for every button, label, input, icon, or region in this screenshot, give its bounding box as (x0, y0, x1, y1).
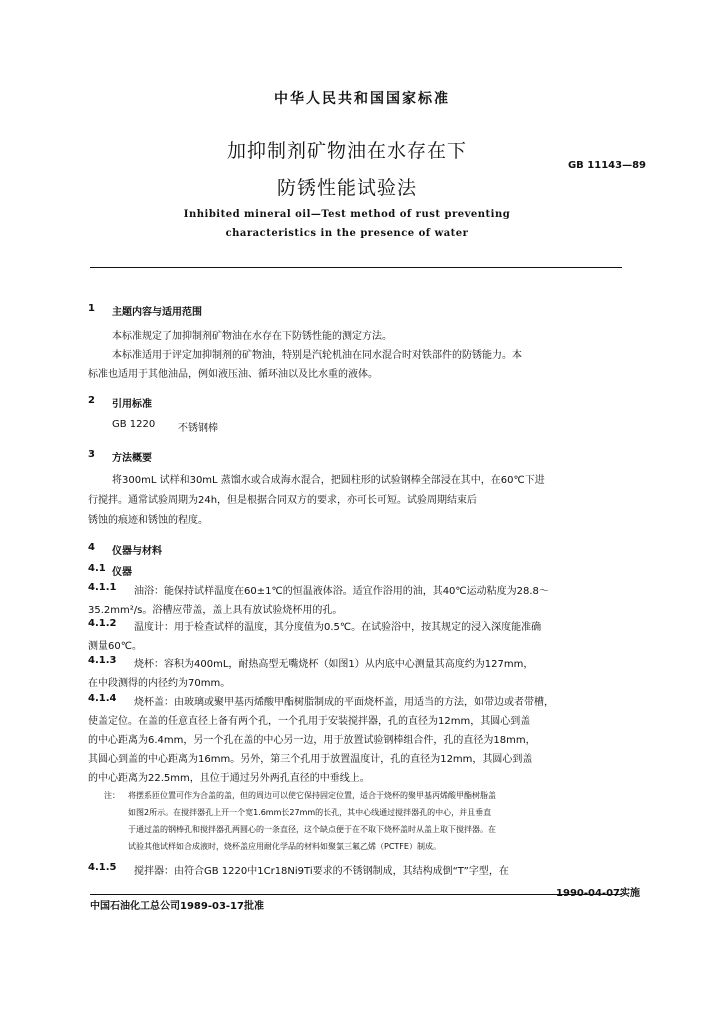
section-4-1-1-number: 4.1.1 (88, 582, 117, 593)
section-3-line-1: 将300mL 试样和30mL 蒸馏水或合成海水混合，把圆柱形的试验钢棒全部浸在其中，在60℃下进 (112, 475, 545, 486)
note-label: 注： (104, 791, 120, 800)
issuing-body: 中华人民共和国国家标准 (274, 91, 450, 107)
section-4-number: 4 (88, 542, 95, 553)
section-4-1-number: 4.1 (88, 563, 106, 574)
reference-code: GB 1220 (112, 419, 156, 430)
note-line-3: 于通过盖的钢棒孔和搅拌器孔两圆心的一条直径，这个缺点便于在不取下烧杯盖时从盖上取下搅拌器。在 (128, 825, 496, 834)
section-3-title: 方法概要 (112, 453, 152, 464)
section-4-1-3-line-1: 烧杯：容积为400mL，耐热高型无嘴烧杯（如图1）从内底中心测量其高度约为127mm， (134, 659, 534, 670)
note-line-1: 将摆系匝位置可作为合盖的盖，但的周边可以使它保持固定位置，适合于烧杯的聚甲基丙烯酸甲酯树脂盖 (128, 791, 496, 800)
section-4-1-2-line-2: 测量60℃。 (88, 641, 142, 652)
section-4-1-3-number: 4.1.3 (88, 655, 117, 666)
header-divider (90, 267, 622, 268)
section-4-1-5-line-1: 搅拌器：由符合GB 1220中1Cr18Ni9Ti要求的不锈钢制成，其结构成倒“T”字型，在 (134, 866, 509, 877)
section-1-paragraph-2b: 标准也适用于其他油品，例如液压油、循环油以及比水重的液体。 (88, 369, 378, 380)
section-2-number: 2 (88, 395, 95, 406)
approval-statement: 中国石油化工总公司1989-03-17批准 (90, 901, 264, 912)
section-4-1-1-line-2: 35.2mm²/s。浴槽应带盖，盖上具有放试验烧杯用的孔。 (88, 605, 343, 616)
section-1-paragraph-1: 本标准规定了加抑制剂矿物油在水存在下防锈性能的测定方法。 (112, 331, 392, 342)
section-4-1-1-line-1: 油浴：能保持试样温度在60±1℃的恒温液体浴。适宜作浴用的油，其40℃运动粘度为28.8～ (134, 586, 549, 597)
section-4-1-2-line-1: 温度计：用于检查试样的温度，其分度值为0.5℃。在试验浴中，按其规定的浸入深度能准确 (134, 622, 542, 633)
section-1-paragraph-2a: 本标准适用于评定加抑制剂的矿物油，特别是汽轮机油在同水混合时对铁部件的防锈能力。本 (112, 350, 522, 361)
section-4-1-4-line-5: 的中心距离为22.5mm，且位于通过另外两孔直径的中垂线上。 (88, 773, 370, 784)
section-4-1-title: 仪器 (112, 567, 132, 578)
section-1-title: 主题内容与适用范围 (112, 307, 202, 318)
section-4-1-2-number: 4.1.2 (88, 618, 117, 629)
section-3-number: 3 (88, 449, 95, 460)
section-4-1-4-line-4: 其圆心到盖的中心距离为16mm。另外，第三个孔用于放置温度计，孔的直径为12mm，其圆心到盖 (88, 754, 533, 765)
title-cn-line2: 防锈性能试验法 (276, 177, 417, 199)
section-4-1-3-line-2: 在中段测得的内径约为70mm。 (88, 678, 231, 689)
note-line-4: 试验其他试样如合成液时，烧杯盖应用耐化学品的材料如聚氯三氟乙烯（PCTFE）制成。 (128, 842, 441, 851)
section-3-line-2: 行搅拌。通常试验周期为24h，但是根据合同双方的要求，亦可长可短。试验周期结束后 (88, 495, 478, 506)
section-4-1-4-line-1: 烧杯盖：由玻璃或聚甲基丙烯酸甲酯树脂制成的平面烧杯盖，用适当的方法，如带边或者带槽， (134, 697, 554, 708)
section-3-line-3: 锈蚀的痕迹和锈蚀的程度。 (88, 515, 208, 526)
section-1-number: 1 (88, 303, 95, 314)
section-4-title: 仪器与材料 (112, 546, 162, 557)
note-line-2: 如图2所示。在搅拌器孔上开一个宽1.6mm长27mm的长孔，其中心线通过搅拌器孔的中心，并且垂直 (128, 808, 492, 817)
section-4-1-4-line-3: 的中心距离为6.4mm，另一个孔在盖的中心另一边，用于放置试验钢棒组合件，孔的直径为18mm， (88, 735, 536, 746)
title-cn-line1: 加抑制剂矿物油在水存在下 (226, 140, 467, 162)
section-2-title: 引用标准 (112, 399, 152, 410)
section-4-1-4-line-2: 使盖定位。在盖的任意直径上备有两个孔，一个孔用于安装搅拌器，孔的直径为12mm，其圆心到盖 (88, 716, 531, 727)
title-en-line1: Inhibited mineral oil—Test method of rust preventing (183, 209, 511, 220)
section-4-1-5-number: 4.1.5 (88, 862, 117, 873)
effective-date: 1990-04-07实施 (556, 888, 640, 899)
title-en-line2: characteristics in the presence of water (225, 228, 469, 239)
reference-name: 不锈钢棒 (178, 423, 218, 434)
footer-divider (90, 894, 622, 895)
section-4-1-4-number: 4.1.4 (88, 693, 117, 704)
standard-number: GB 11143—89 (567, 160, 646, 171)
